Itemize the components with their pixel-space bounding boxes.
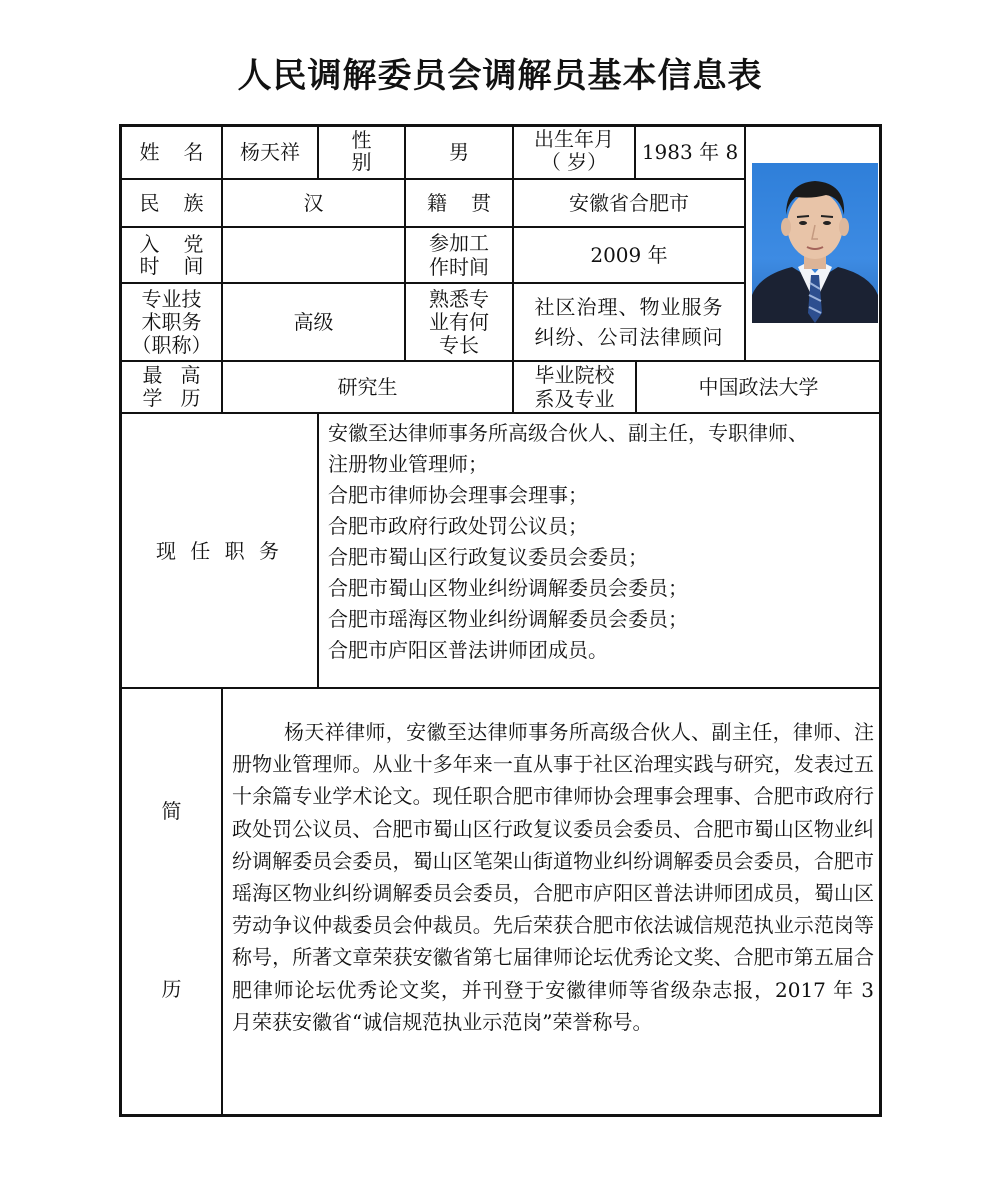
resume-text: 杨天祥律师，安徽至达律师事务所高级合伙人、副主任，律师、注册物业管理师。从业十多年来一直从事于社区治理实践与研究，发表过五十余篇专业学术论文。现任职合肥市律师协会理事会理事、合肥市政府行政处罚公议员、合肥市蜀山区行政复议委员会委员、合肥市蜀山区物业纠纷调解委员会委员，蜀山区笔架山街道物业纠纷调解委员会委员，合肥市瑶海区物业纠纷调解委员会委员，合肥市庐阳区普法讲师团成员，蜀山区劳动争议仲裁委员会仲裁员。先后荣获合肥市依法诚信规范执业示范岗等称号，所著文章荣获安徽省第七届律师论坛优秀论文奖、合肥市第五届合肥律师论坛优秀论文奖，并刊登于安徽律师等省级杂志报，2017 年 3 月荣获安徽省“诚信规范执业示范岗”荣誉称号。 (232, 720, 874, 1034)
col-divider (221, 687, 223, 1115)
current-duty-label: 现 任 职 务 (155, 538, 284, 563)
party-time-value (223, 228, 404, 282)
person-portrait-icon (752, 163, 878, 323)
education-value: 研究生 (337, 375, 398, 399)
list-item: 注册物业管理师； (328, 452, 488, 476)
tech-title-value: 高级 (293, 310, 334, 334)
native-label: 籍 贯 (427, 191, 491, 215)
list-item: 合肥市蜀山区物业纠纷调解委员会委员； (328, 576, 688, 600)
resume-label-top: 简 (161, 799, 182, 823)
name-value: 杨天祥 (240, 140, 300, 164)
birth-value: 1983 年 8 (641, 140, 739, 164)
education-label: 最 高 学 历 (142, 363, 201, 410)
portrait-photo (752, 163, 878, 323)
list-item: 合肥市庐阳区普法讲师团成员。 (328, 638, 608, 662)
work-time-value: 2009 年 (590, 243, 668, 267)
col-divider (317, 412, 319, 687)
tech-title-label: 专业技 术职务 （职称） (131, 286, 212, 357)
gender-value: 男 (449, 140, 469, 164)
current-duty-list (328, 418, 876, 666)
resume-label-bottom: 历 (161, 977, 182, 1001)
birth-label: 出生年月 （ 岁） (534, 127, 614, 174)
gender-label: 性 别 (351, 128, 372, 174)
school-label: 毕业院校 系及专业 (534, 363, 615, 411)
row-divider (120, 687, 880, 689)
native-value: 安徽省合肥市 (569, 191, 689, 215)
list-item: 合肥市蜀山区行政复议委员会委员； (328, 545, 648, 569)
page-title: 人民调解委员会调解员基本信息表 (237, 56, 763, 96)
list-item: 合肥市律师协会理事会理事； (328, 483, 588, 507)
list-item: 安徽至达律师事务所高级合伙人、副主任，专职律师、 (328, 421, 808, 445)
school-value: 中国政法大学 (698, 375, 819, 399)
specialty-value: 社区治理、物业服务 纠纷、公司法律顾问 (534, 295, 724, 349)
list-item: 合肥市政府行政处罚公议员； (328, 514, 588, 538)
ethnic-label: 民 族 (139, 191, 204, 215)
name-label: 姓 名 (139, 140, 204, 164)
specialty-label: 熟悉专 业有何 专长 (429, 286, 489, 357)
party-time-label: 入 党 时 间 (139, 232, 204, 278)
list-item: 合肥市瑶海区物业纠纷调解委员会委员； (328, 607, 688, 631)
ethnic-value: 汉 (303, 191, 324, 215)
col-divider (744, 126, 746, 360)
work-time-label: 参加工 作时间 (429, 231, 489, 279)
